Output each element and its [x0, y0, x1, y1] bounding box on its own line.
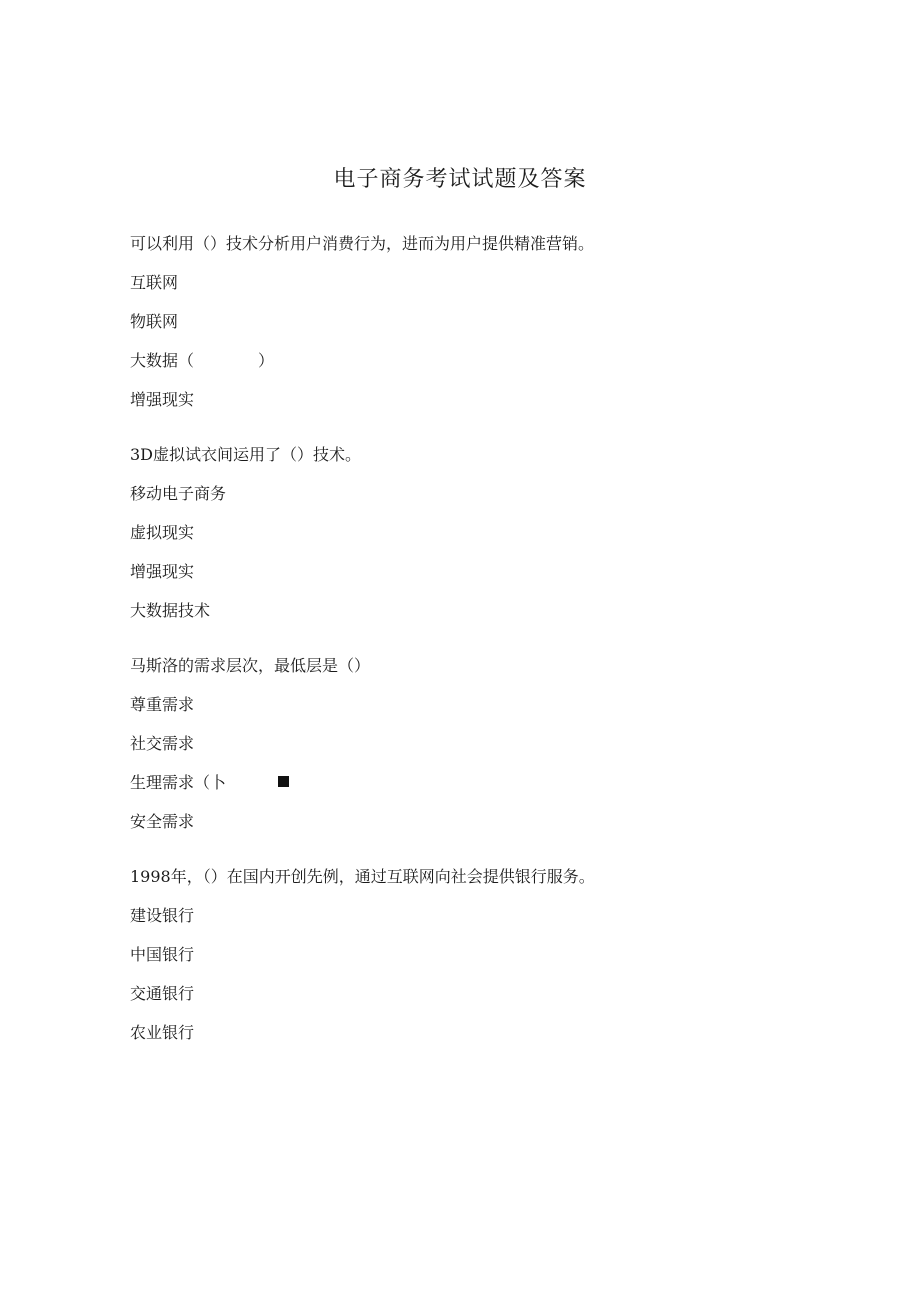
option-b: 社交需求 [130, 734, 195, 753]
question-stem: 马斯洛的需求层次，最低层是（） [130, 656, 371, 675]
page-title: 电子商务考试试题及答案 [333, 167, 587, 192]
option-c: 增强现实 [130, 562, 195, 581]
option-d: 增强现实 [130, 390, 195, 409]
option-a: 互联网 [130, 273, 179, 292]
option-a: 建设银行 [130, 906, 195, 925]
question-1 [130, 233, 810, 411]
option-label: 生理需求（卜 [130, 773, 227, 792]
option-d: 大数据技术 [130, 601, 211, 620]
option-d: 安全需求 [130, 812, 195, 831]
option-c: 交通银行 [130, 984, 195, 1003]
filled-square-mark-icon [278, 776, 289, 787]
question-stem: 1998年，（）在国内开创先例，通过互联网向社会提供银行服务。 [130, 867, 595, 886]
question-4 [130, 866, 810, 1044]
option-b: 虚拟现实 [130, 523, 195, 542]
option-b: 物联网 [130, 312, 179, 331]
question-stem: 可以利用（）技术分析用户消费行为，进而为用户提供精准营销。 [130, 234, 595, 253]
option-d: 农业银行 [130, 1023, 195, 1042]
question-stem: 3D虚拟试衣间运用了（）技术。 [130, 445, 362, 464]
question-list [130, 233, 810, 1077]
option-c: 大数据（ ） [130, 351, 275, 370]
question-2 [130, 444, 810, 622]
question-3 [130, 655, 810, 833]
option-c [130, 772, 810, 794]
option-a: 尊重需求 [130, 695, 195, 714]
option-a: 移动电子商务 [130, 484, 227, 503]
option-b: 中国银行 [130, 945, 195, 964]
